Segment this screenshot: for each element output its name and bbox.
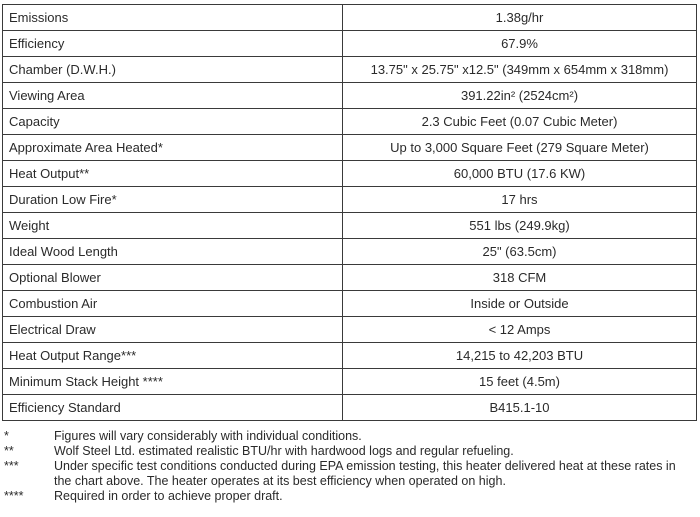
spec-label-efficiency: Efficiency xyxy=(3,31,343,57)
spec-value-stack-height: 15 feet (4.5m) xyxy=(343,369,697,395)
spec-label-area-heated: Approximate Area Heated* xyxy=(3,135,343,161)
spec-label-emissions: Emissions xyxy=(3,5,343,31)
spec-label-duration-low-fire: Duration Low Fire* xyxy=(3,187,343,213)
spec-value-efficiency: 67.9% xyxy=(343,31,697,57)
spec-label-stack-height: Minimum Stack Height **** xyxy=(3,369,343,395)
spec-value-combustion-air: Inside or Outside xyxy=(343,291,697,317)
spec-value-area-heated: Up to 3,000 Square Feet (279 Square Meter) xyxy=(343,135,697,161)
table-row xyxy=(3,395,697,421)
table-row xyxy=(3,213,697,239)
table-row xyxy=(3,343,697,369)
spec-value-viewing-area: 391.22in² (2524cm²) xyxy=(343,83,697,109)
footnote-text: Required in order to achieve proper draft. xyxy=(54,489,283,503)
table-row xyxy=(3,317,697,343)
spec-value-electrical-draw: < 12 Amps xyxy=(343,317,697,343)
footnote-marker: * xyxy=(4,429,9,443)
spec-value-efficiency-standard: B415.1-10 xyxy=(343,395,697,421)
spec-value-weight: 551 lbs (249.9kg) xyxy=(343,213,697,239)
footnote-marker: ** xyxy=(4,444,14,458)
spec-label-weight: Weight xyxy=(3,213,343,239)
table-row xyxy=(3,239,697,265)
footnotes xyxy=(4,429,694,504)
spec-label-capacity: Capacity xyxy=(3,109,343,135)
table-row xyxy=(3,57,697,83)
footnote-marker: *** xyxy=(4,459,19,473)
spec-value-chamber: 13.75" x 25.75" x12.5" (349mm x 654mm x 318mm) xyxy=(343,57,697,83)
spec-label-electrical-draw: Electrical Draw xyxy=(3,317,343,343)
footnote-text: Under specific test conditions conducted during EPA emission testing, this heater delivered heat at these rates in the chart above. The heater operates at its best efficiency when operated on high. xyxy=(54,459,676,488)
spec-label-viewing-area: Viewing Area xyxy=(3,83,343,109)
table-row xyxy=(3,109,697,135)
footnote-item xyxy=(4,444,694,459)
table-row xyxy=(3,161,697,187)
spec-label-optional-blower: Optional Blower xyxy=(3,265,343,291)
table-row xyxy=(3,31,697,57)
table-row xyxy=(3,369,697,395)
spec-value-wood-length: 25" (63.5cm) xyxy=(343,239,697,265)
spec-value-duration-low-fire: 17 hrs xyxy=(343,187,697,213)
spec-label-efficiency-standard: Efficiency Standard xyxy=(3,395,343,421)
spec-label-heat-output-range: Heat Output Range*** xyxy=(3,343,343,369)
spec-value-capacity: 2.3 Cubic Feet (0.07 Cubic Meter) xyxy=(343,109,697,135)
spec-label-combustion-air: Combustion Air xyxy=(3,291,343,317)
specifications-table xyxy=(2,4,697,421)
table-row xyxy=(3,265,697,291)
table-row xyxy=(3,187,697,213)
spec-value-heat-output-range: 14,215 to 42,203 BTU xyxy=(343,343,697,369)
spec-value-heat-output: 60,000 BTU (17.6 KW) xyxy=(343,161,697,187)
footnote-marker: **** xyxy=(4,489,24,503)
footnote-item xyxy=(4,429,694,444)
spec-label-chamber: Chamber (D.W.H.) xyxy=(3,57,343,83)
spec-value-optional-blower: 318 CFM xyxy=(343,265,697,291)
table-row xyxy=(3,135,697,161)
footnote-text: Figures will vary considerably with individual conditions. xyxy=(54,429,362,443)
footnote-item xyxy=(4,459,694,489)
footnote-text: Wolf Steel Ltd. estimated realistic BTU/hr with hardwood logs and regular refueling. xyxy=(54,444,514,458)
footnote-item xyxy=(4,489,694,504)
table-row xyxy=(3,291,697,317)
spec-label-wood-length: Ideal Wood Length xyxy=(3,239,343,265)
table-row xyxy=(3,5,697,31)
spec-value-emissions: 1.38g/hr xyxy=(343,5,697,31)
table-row xyxy=(3,83,697,109)
spec-label-heat-output: Heat Output** xyxy=(3,161,343,187)
